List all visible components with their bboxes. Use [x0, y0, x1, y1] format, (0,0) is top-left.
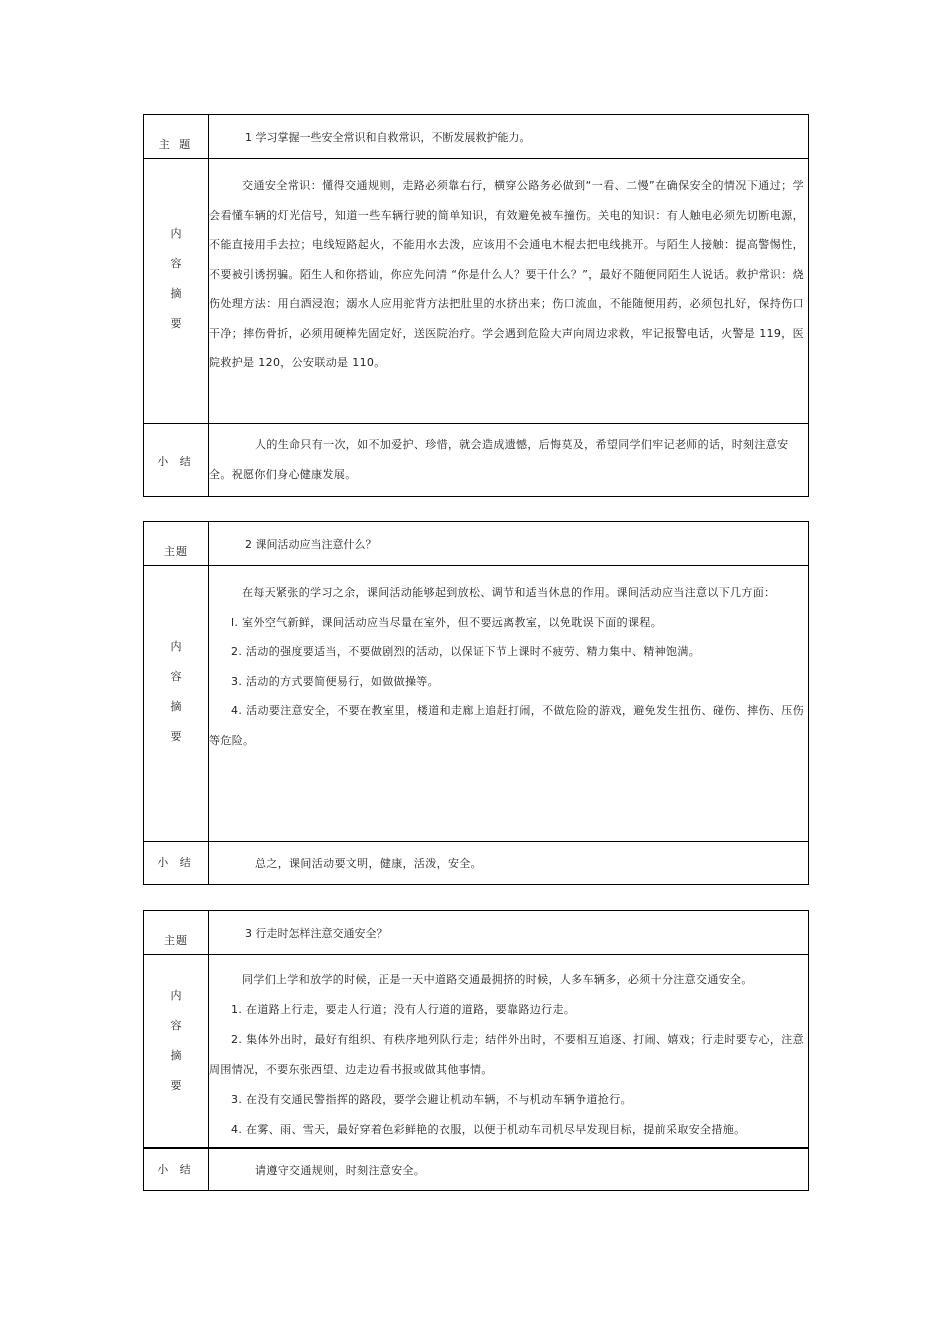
topic-text: 2 课间活动应当注意什么？ — [245, 537, 377, 551]
content-label-char: 要 — [170, 730, 182, 743]
content-label-char: 摘 — [170, 700, 182, 713]
summary-label-cell — [144, 424, 209, 497]
content-list-item: 4. 活动要注意安全，不要在教室里，楼道和走廊上追赶打闹，不做危险的游戏，避免发生扭伤、碰伤、摔伤、压伤等危险。 — [209, 704, 804, 747]
summary-label-cell — [144, 1148, 209, 1191]
content-label-char: 要 — [170, 317, 182, 330]
content-label-char: 要 — [170, 1079, 182, 1092]
content-list-item: 3. 活动的方式要简便易行，如做做操等。 — [231, 674, 439, 688]
topic-label: 主题 — [164, 545, 188, 558]
topic-text: 3 行走时怎样注意交通安全？ — [245, 926, 388, 940]
summary-cell — [209, 424, 809, 497]
content-label — [144, 219, 208, 339]
summary-label-cell — [144, 842, 209, 885]
topic-cell — [209, 522, 809, 566]
summary-text: 人的生命只有一次，如不加爱护、珍惜，就会造成遗憾，后悔莫及，希望同学们牢记老师的话，时刻注意安全。祝愿你们身心健康发展。 — [209, 438, 789, 481]
content-list-item: 4. 在雾、雨、雪天，最好穿着色彩鲜艳的衣服，以便于机动车司机尽早发现目标，提前采取安全措施。 — [231, 1123, 746, 1136]
topic-label: 主题 — [164, 934, 188, 947]
content-list-item: 2. 集体外出时，最好有组织、有秩序地列队行走；结伴外出时，不要相互追逐、打闹、嬉戏；行走时要专心，注意周围情况，不要东张西望、边走边看书报或做其他事情。 — [209, 1033, 804, 1076]
content-label — [144, 981, 208, 1101]
summary-cell — [209, 1148, 809, 1191]
topic-label-cell — [144, 115, 209, 159]
lesson-table-3 — [143, 910, 809, 1191]
content-list-item: 2. 活动的强度要适当，不要做剧烈的活动，以保证下节上课时不疲劳、精力集中、精神饱满。 — [231, 645, 701, 658]
lesson-table-1 — [143, 114, 809, 497]
summary-label: 小 结 — [157, 856, 195, 869]
content-label-char: 摘 — [170, 1049, 182, 1062]
content-paragraph: 同学们上学和放学的时候，正是一天中道路交通最拥挤的时候，人多车辆多，必须十分注意交通安全。 — [242, 973, 753, 986]
content-list-item: 1. 在道路上行走，要走人行道；没有人行道的道路，要靠路边行走。 — [231, 1003, 576, 1016]
content-label-char: 摘 — [170, 287, 182, 300]
content-cell — [209, 159, 809, 424]
content-cell — [209, 955, 809, 1148]
content-label-cell — [144, 955, 209, 1148]
summary-text: 总之，课间活动要文明，健康，活泼，安全。 — [255, 857, 482, 870]
lesson-table-2 — [143, 521, 809, 885]
content-paragraph: 交通安全常识：懂得交通规则，走路必须靠右行，横穿公路务必做到“一看、二慢”在确保安全的情况下通过；学会看懂车辆的灯光信号，知道一些车辆行驶的简单知识，有效避免被车撞伤。关电的知识：有人触电必须先切断电源，不能直接用手去拉；电线短路起火，不能用水去泼，应该用不会通电木棍去把电线挑开。与陌生人接触：提高警惕性，不要被引诱拐骗。陌生人和你搭讪，你应先问清 “你是什么人？要干什么？”，最好不随便同陌生人说话。救护常识：烧伤处理方法：用白酒浸泡；溺水人应用驼背方法把肚里的水挤出来；伤口流血，不能随便用药，必须包扎好，保持伤口干净；摔伤骨折，必须用硬棒先固定好，送医院治疗。学会遇到危险大声向周边求救，牢记报警电话，火警是 119，医院救护是 120，公安联动是 110。 — [209, 179, 804, 369]
content-paragraph: 在每天紧张的学习之余，课间活动能够起到放松、调节和适当休息的作用。课间活动应当注意以下几方面： — [242, 586, 776, 599]
content-label-char: 容 — [170, 1019, 182, 1032]
content-list-item: 3. 在没有交通民警指挥的路段，要学会避让机动车辆，不与机动车辆争道抢行。 — [231, 1093, 632, 1106]
content-label-char: 内 — [170, 227, 182, 240]
content-label-char: 容 — [170, 257, 182, 270]
summary-text: 请遵守交通规则，时刻注意安全。 — [255, 1163, 426, 1177]
content-label-char: 内 — [170, 989, 182, 1002]
content-label-cell — [144, 566, 209, 842]
content-label-char: 内 — [170, 640, 182, 653]
topic-label: 主 题 — [158, 138, 194, 151]
summary-label: 小 结 — [157, 455, 195, 468]
content-label-cell — [144, 159, 209, 424]
content-cell — [209, 566, 809, 842]
content-label — [144, 632, 208, 752]
summary-cell — [209, 842, 809, 885]
topic-cell — [209, 115, 809, 159]
summary-label: 小 结 — [157, 1162, 195, 1176]
topic-text: 1 学习掌握一些安全常识和自救常识，不断发展救护能力。 — [245, 130, 531, 144]
topic-label-cell — [144, 911, 209, 955]
topic-cell — [209, 911, 809, 955]
content-list-item: l. 室外空气新鲜，课间活动应当尽量在室外，但不要远离教室，以免耽误下面的课程。 — [231, 615, 663, 629]
content-label-char: 容 — [170, 670, 182, 683]
topic-label-cell — [144, 522, 209, 566]
